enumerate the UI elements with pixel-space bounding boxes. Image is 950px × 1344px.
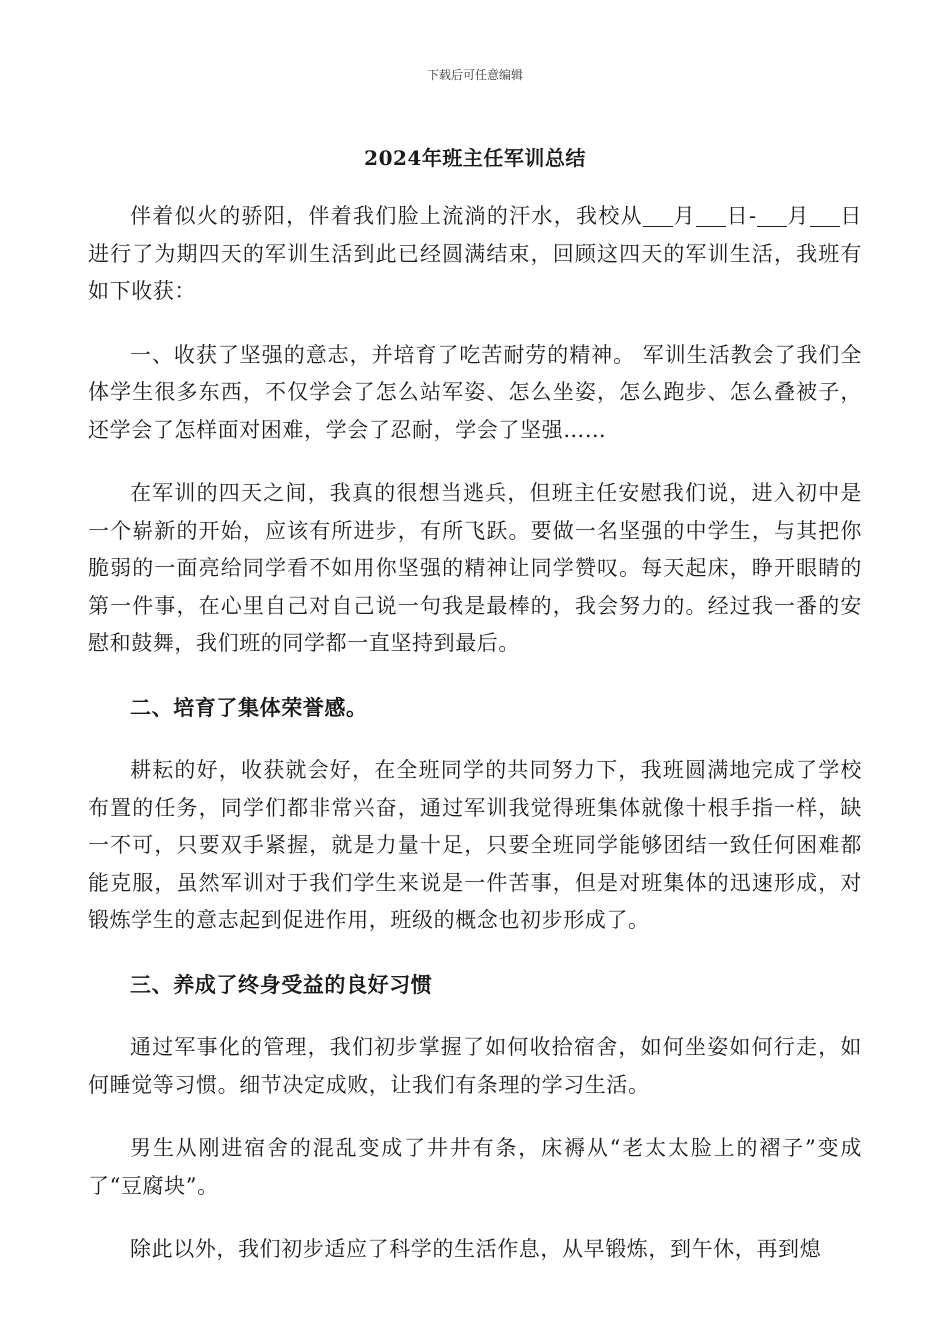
section-1-detail-paragraph: 在军训的四天之间，我真的很想当逃兵，但班主任安慰我们说，进入初中是一个崭新的开始，应该有所进步，有所飞跃。要做一名坚强的中学生，与其把你脆弱的一面亮给同学看不如用你坚强的精神让同学赞叹。每天起床，睁开眼睛的第一件事，在心里自己对自己说一句我是最棒的，我会努力的。经过我一番的安慰和鼓舞，我们班的同学都一直坚持到最后。: [88, 481, 862, 655]
section-1-paragraph: 一、收获了坚强的意志，并培育了吃苦耐劳的精神。 军训生活教会了我们全体学生很多东西，不仅学会了怎么站军姿、怎么坐姿，怎么跑步、怎么叠被子，还学会了怎样面对困难，学会了忍耐，学会了坚强……: [88, 342, 862, 442]
header-note: 下载后可任意编辑: [426, 68, 523, 82]
intro-day-1: 日-: [725, 204, 757, 228]
intro-text-2: 日进行了为期四天的军训生活到此已经圆满结束，回顾这四天的军训生活，我班有如下收获：: [88, 204, 862, 303]
section-3-paragraph: 通过军事化的管理，我们初步掌握了如何收拾宿舍，如何坐姿如何行走，如何睡觉等习惯。细节决定成败，让我们有条理的学习生活。: [88, 1035, 862, 1097]
section-3-heading: 三、养成了终身受益的良好习惯: [130, 971, 433, 997]
dorm-paragraph: 男生从刚进宿舍的混乱变成了井井有条，床褥从“老太太脸上的褶子”变成了“豆腐块”。: [88, 1136, 862, 1198]
intro-text-1: 伴着似火的骄阳，伴着我们脸上流淌的汗水，我校从: [130, 204, 643, 228]
intro-month-1: 月: [672, 204, 696, 228]
intro-paragraph: [88, 198, 862, 311]
document-body: [88, 198, 862, 1295]
intro-month-2: 月: [786, 204, 810, 228]
section-2-heading: 二、培育了集体荣誉感。: [130, 694, 368, 720]
document-title: 2024年班主任军训总结: [364, 146, 586, 170]
blank-line: [696, 204, 726, 227]
routine-paragraph: 除此以外，我们初步适应了科学的生活作息，从早锻炼，到午休，再到熄: [130, 1237, 822, 1261]
blank-line: [643, 204, 673, 227]
blank-line: [757, 204, 787, 227]
section-2-paragraph: 耕耘的好，收获就会好，在全班同学的共同努力下，我班圆满地完成了学校布置的任务，同学们都非常兴奋，通过军训我觉得班集体就像十根手指一样，缺一不可，只要双手紧握，就是力量十足，只要全班同学能够团结一致任何困难都能克服，虽然军训对于我们学生来说是一件苦事，但是对班集体的迅速形成，对锻炼学生的意志起到促进作用，班级的概念也初步形成了。: [88, 758, 862, 932]
blank-line: [810, 204, 840, 227]
